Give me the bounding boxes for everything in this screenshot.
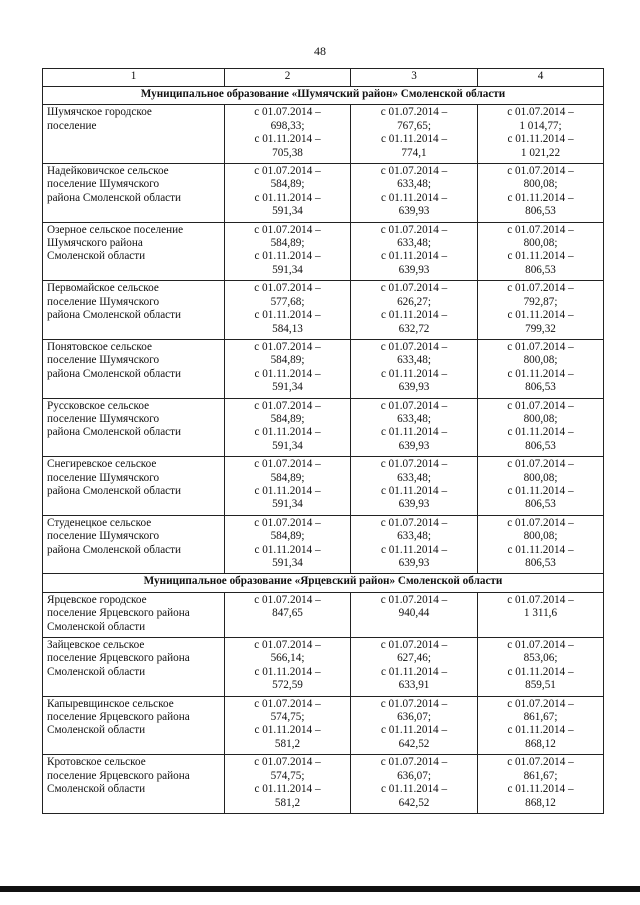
tariff-col-3-line: с 01.11.2014 –	[380, 665, 448, 678]
settlement-name	[43, 755, 225, 814]
column-header: 4	[478, 69, 604, 87]
tariff-col-4	[478, 696, 604, 755]
tariff-col-2-line: 591,34	[272, 205, 303, 218]
tariff-col-4-line: 806,53	[525, 498, 556, 511]
tariff-col-3-line: с 01.11.2014 –	[380, 250, 448, 263]
tariff-col-2	[225, 696, 351, 755]
tariff-col-2-line: с 01.07.2014 –	[254, 165, 321, 178]
tariff-col-2	[225, 222, 351, 281]
tariff-col-3-line: с 01.11.2014 –	[380, 783, 448, 796]
settlement-name-line: Надейковичское сельское	[47, 165, 169, 178]
settlement-name	[43, 398, 225, 457]
tariff-col-3	[351, 696, 478, 755]
page-number: 48	[314, 44, 326, 58]
tariff-col-2	[225, 398, 351, 457]
tariff-col-3	[351, 339, 478, 398]
tariff-col-2-line: с 01.07.2014 –	[254, 639, 321, 652]
tariff-col-3-line: 633,48;	[397, 354, 431, 367]
settlement-name-line: Снегиревское сельское	[47, 458, 157, 471]
tariff-col-4-line: с 01.11.2014 –	[507, 133, 574, 146]
column-header: 3	[351, 69, 478, 87]
settlement-name-line: Зайцевское сельское	[47, 639, 145, 652]
tariff-col-2-line: 584,89;	[270, 178, 305, 191]
tariff-col-4-line: с 01.07.2014 –	[507, 697, 574, 710]
tariff-col-3-line: с 01.11.2014 –	[380, 367, 448, 380]
tariff-col-2	[225, 515, 351, 574]
settlement-name-line: поселение Шумячского	[47, 354, 160, 367]
tariff-col-4-line: с 01.07.2014 –	[507, 516, 574, 529]
settlement-name	[43, 592, 225, 637]
tariff-col-2-line: с 01.07.2014 –	[254, 282, 321, 295]
tariff-col-4-line: с 01.11.2014 –	[507, 543, 574, 556]
tariff-col-3-line: 633,48;	[397, 237, 431, 250]
settlement-name	[43, 638, 225, 697]
table-row	[43, 281, 604, 340]
table-row	[43, 755, 604, 814]
tariff-col-2-line: 591,34	[272, 381, 303, 394]
section-header-row	[43, 574, 604, 592]
tariff-col-3-line: с 01.07.2014 –	[380, 756, 448, 769]
tariff-col-4-line: 853,06;	[523, 652, 558, 665]
tariff-col-2-line: с 01.07.2014 –	[254, 340, 321, 353]
tariff-col-3-line: с 01.07.2014 –	[380, 399, 448, 412]
column-header-row	[43, 69, 604, 87]
column-header: 1	[43, 69, 225, 87]
tariff-col-4-line: с 01.07.2014 –	[507, 399, 574, 412]
tariff-col-4-line: 800,08;	[523, 471, 558, 484]
tariff-col-3-line: с 01.07.2014 –	[380, 282, 448, 295]
tariff-col-4	[478, 105, 604, 164]
tariff-col-4-line: 806,53	[525, 439, 556, 452]
tariff-col-3	[351, 105, 478, 164]
tariff-col-4	[478, 515, 604, 574]
tariff-col-2-line: с 01.07.2014 –	[254, 458, 321, 471]
tariff-col-2-line: с 01.11.2014 –	[254, 665, 321, 678]
tariff-col-3-line: 633,91	[398, 679, 430, 692]
settlement-name-line: района Смоленской области	[47, 309, 182, 322]
tariff-col-3-line: 633,48;	[397, 412, 431, 425]
tariff-col-4-line: с 01.07.2014 –	[507, 165, 574, 178]
tariff-col-3-line: с 01.07.2014 –	[380, 639, 448, 652]
tariff-col-2-line: 577,68;	[270, 295, 305, 308]
tariff-col-2-line: с 01.11.2014 –	[254, 724, 321, 737]
settlement-name-line: поселение Ярцевского района	[47, 711, 190, 724]
tariff-col-4-line: 859,51	[525, 679, 556, 692]
settlement-name-line: поселение Шумячского	[47, 530, 160, 543]
settlement-name	[43, 164, 225, 223]
tariff-col-2-line: 572,59	[272, 679, 303, 692]
section-header-row	[43, 87, 604, 105]
tariff-col-2-line: 584,13	[272, 322, 303, 335]
settlement-name-line: Студенецкое сельское	[47, 516, 152, 529]
tariff-col-2	[225, 339, 351, 398]
tariff-col-3-line: 633,48;	[397, 530, 431, 543]
tariff-col-3-line: 636,07;	[397, 769, 431, 782]
tariff-col-2-line: с 01.07.2014 –	[254, 223, 321, 236]
tariff-col-4-line: 792,87;	[523, 295, 558, 308]
settlement-name-line: Ярцевское городское	[47, 593, 147, 606]
tariff-col-4	[478, 281, 604, 340]
tariff-col-4-line: 868,12	[525, 737, 556, 750]
tariff-col-3-line: 633,48;	[397, 178, 431, 191]
tariff-col-3-line: 639,93	[398, 439, 430, 452]
column-header: 2	[225, 69, 351, 87]
tariff-col-4-line: с 01.11.2014 –	[507, 191, 574, 204]
tariff-col-3-line: 639,93	[398, 498, 430, 511]
tariff-col-4	[478, 222, 604, 281]
settlement-name-line: Шумячское городское	[47, 106, 152, 119]
settlement-name-line: Смоленской области	[47, 620, 146, 633]
settlement-name-line: Смоленской области	[47, 665, 146, 678]
tariff-col-3-line: с 01.07.2014 –	[380, 340, 448, 353]
tariff-col-3-line: с 01.07.2014 –	[380, 223, 448, 236]
tariff-col-2-line: с 01.11.2014 –	[254, 783, 321, 796]
tariff-col-2-line: с 01.07.2014 –	[254, 399, 321, 412]
settlement-name-line: района Смоленской области	[47, 426, 182, 439]
tariff-col-3	[351, 281, 478, 340]
tariff-col-3-line: с 01.11.2014 –	[380, 724, 448, 737]
settlement-name-line: Смоленской области	[47, 783, 146, 796]
tariff-col-2-line: 566,14;	[270, 652, 305, 665]
tariff-col-2-line: 698,33;	[270, 119, 305, 132]
tariff-col-3	[351, 592, 478, 637]
section-title: Муниципальное образование «Шумячский район» Смоленской области	[43, 87, 604, 105]
tariff-col-4-line: с 01.07.2014 –	[507, 639, 574, 652]
table-row	[43, 592, 604, 637]
settlement-name-line: Первомайское сельское	[47, 282, 159, 295]
table-row	[43, 339, 604, 398]
tariff-col-4	[478, 592, 604, 637]
settlement-name	[43, 281, 225, 340]
tariff-col-4-line: 806,53	[525, 263, 556, 276]
tariff-col-3-line: с 01.07.2014 –	[380, 593, 448, 606]
tariff-col-3-line: с 01.07.2014 –	[380, 106, 448, 119]
tariff-col-2	[225, 105, 351, 164]
tariff-col-4-line: с 01.11.2014 –	[507, 426, 574, 439]
tariff-col-3-line: 632,72	[398, 322, 430, 335]
tariff-col-2-line: 584,89;	[270, 471, 305, 484]
table-row	[43, 164, 604, 223]
tariff-col-3-line: с 01.07.2014 –	[380, 458, 448, 471]
tariff-col-2-line: 584,89;	[270, 530, 305, 543]
tariff-col-4-line: с 01.07.2014 –	[507, 756, 574, 769]
tariff-col-2-line: 591,34	[272, 263, 303, 276]
tariff-col-4-line: с 01.11.2014 –	[507, 783, 574, 796]
tariff-col-4-line: с 01.07.2014 –	[507, 282, 574, 295]
settlement-name-line: Шумячского района	[47, 237, 143, 250]
tariff-col-3	[351, 398, 478, 457]
tariff-col-2-line: с 01.07.2014 –	[254, 593, 321, 606]
tariff-col-4-line: 1 014,77;	[519, 119, 562, 132]
settlement-name-line: поселение	[47, 119, 97, 132]
table-row	[43, 515, 604, 574]
tariff-col-2-line: с 01.11.2014 –	[254, 367, 321, 380]
tariff-col-3-line: 642,52	[398, 737, 430, 750]
tariff-col-2-line: 591,34	[272, 439, 303, 452]
tariff-col-3-line: 774,1	[401, 146, 427, 159]
tariff-col-2	[225, 755, 351, 814]
tariff-col-2-line: 705,38	[272, 146, 303, 159]
settlement-name-line: Руссковское сельское	[47, 399, 150, 412]
tariff-col-4	[478, 164, 604, 223]
tariff-col-4-line: с 01.11.2014 –	[507, 484, 574, 497]
tariff-col-4-line: с 01.07.2014 –	[507, 340, 574, 353]
table-body	[43, 69, 604, 814]
tariff-col-4-line: с 01.11.2014 –	[507, 724, 574, 737]
tariff-col-4-line: 806,53	[525, 205, 556, 218]
tariff-col-4	[478, 339, 604, 398]
tariff-col-2-line: с 01.11.2014 –	[254, 426, 321, 439]
tariff-col-2-line: с 01.11.2014 –	[254, 309, 321, 322]
tariff-col-2-line: 847,65	[272, 607, 303, 620]
settlement-name-line: Озерное сельское поселение	[47, 223, 184, 236]
settlement-name-line: поселение Шумячского	[47, 471, 160, 484]
tariff-col-2-line: с 01.11.2014 –	[254, 191, 321, 204]
tariff-col-3-line: с 01.11.2014 –	[380, 484, 448, 497]
settlement-name-line: поселение Шумячского	[47, 295, 160, 308]
tariff-col-3	[351, 457, 478, 516]
tariff-col-3-line: 639,93	[398, 381, 430, 394]
tariff-col-2	[225, 638, 351, 697]
tariff-col-4-line: с 01.07.2014 –	[507, 223, 574, 236]
tariff-col-3-line: 639,93	[398, 263, 430, 276]
tariff-table	[42, 68, 604, 814]
tariff-col-2-line: с 01.07.2014 –	[254, 697, 321, 710]
tariff-col-3-line: с 01.11.2014 –	[380, 309, 448, 322]
tariff-col-2-line: с 01.07.2014 –	[254, 516, 321, 529]
tariff-col-4-line: с 01.11.2014 –	[507, 250, 574, 263]
tariff-col-4-line: с 01.11.2014 –	[507, 665, 574, 678]
tariff-col-4-line: 868,12	[525, 796, 556, 809]
tariff-col-4-line: 799,32	[525, 322, 556, 335]
tariff-col-3-line: 636,07;	[397, 711, 431, 724]
tariff-col-2-line: 591,34	[272, 557, 303, 569]
tariff-col-4	[478, 638, 604, 697]
tariff-col-4-line: 806,53	[525, 381, 556, 394]
tariff-col-4-line: с 01.07.2014 –	[507, 106, 574, 119]
tariff-col-4-line: 861,67;	[523, 711, 558, 724]
settlement-name-line: поселение Шумячского	[47, 412, 160, 425]
tariff-col-3-line: с 01.07.2014 –	[380, 516, 448, 529]
tariff-col-3	[351, 222, 478, 281]
tariff-col-4-line: с 01.11.2014 –	[507, 309, 574, 322]
tariff-col-2-line: с 01.07.2014 –	[254, 106, 321, 119]
tariff-col-2	[225, 281, 351, 340]
settlement-name	[43, 105, 225, 164]
tariff-col-3-line: с 01.11.2014 –	[380, 426, 448, 439]
tariff-col-4-line: 800,08;	[523, 237, 558, 250]
table-row	[43, 638, 604, 697]
tariff-col-4-line: 800,08;	[523, 354, 558, 367]
settlement-name-line: Смоленской области	[47, 724, 146, 737]
settlement-name-line: поселение Шумячского	[47, 178, 160, 191]
settlement-name-line: Капыревщинское сельское	[47, 697, 174, 710]
page-bottom-rule	[0, 886, 640, 892]
tariff-col-2	[225, 592, 351, 637]
tariff-col-4-line: с 01.07.2014 –	[507, 593, 574, 606]
tariff-col-4-line: 806,53	[525, 557, 556, 569]
tariff-col-2-line: 591,34	[272, 498, 303, 511]
tariff-col-3	[351, 515, 478, 574]
settlement-name	[43, 696, 225, 755]
tariff-col-2-line: с 01.11.2014 –	[254, 484, 321, 497]
tariff-col-3-line: 940,44	[398, 607, 430, 620]
settlement-name-line: поселение Ярцевского района	[47, 607, 190, 620]
settlement-name-line: района Смоленской области	[47, 191, 182, 204]
tariff-col-4-line: 861,67;	[523, 769, 558, 782]
tariff-col-2-line: с 01.11.2014 –	[254, 250, 321, 263]
tariff-col-3-line: с 01.11.2014 –	[380, 133, 448, 146]
tariff-col-4	[478, 457, 604, 516]
tariff-col-3-line: 626,27;	[397, 295, 431, 308]
tariff-col-2	[225, 457, 351, 516]
tariff-col-4-line: 800,08;	[523, 530, 558, 543]
tariff-col-4-line: 800,08;	[523, 412, 558, 425]
tariff-col-2-line: 584,89;	[270, 412, 305, 425]
tariff-col-3-line: с 01.07.2014 –	[380, 165, 448, 178]
tariff-col-3	[351, 638, 478, 697]
tariff-col-3-line: 642,52	[398, 796, 430, 809]
tariff-col-4	[478, 755, 604, 814]
tariff-col-3-line: 633,48;	[397, 471, 431, 484]
settlement-name-line: поселение Ярцевского района	[47, 769, 190, 782]
tariff-col-2-line: 574,75;	[270, 769, 305, 782]
tariff-col-2-line: 574,75;	[270, 711, 305, 724]
settlement-name	[43, 339, 225, 398]
settlement-name	[43, 222, 225, 281]
tariff-col-4	[478, 398, 604, 457]
tariff-col-4-line: 1 311,6	[523, 607, 558, 620]
table-row	[43, 398, 604, 457]
tariff-col-3-line: 767,65;	[397, 119, 431, 132]
table-row	[43, 696, 604, 755]
tariff-col-2	[225, 164, 351, 223]
tariff-col-2-line: 581,2	[274, 737, 301, 750]
tariff-col-3	[351, 164, 478, 223]
tariff-col-3-line: с 01.07.2014 –	[380, 697, 448, 710]
settlement-name	[43, 457, 225, 516]
tariff-col-3	[351, 755, 478, 814]
tariff-col-2-line: с 01.07.2014 –	[254, 756, 321, 769]
tariff-col-3-line: 639,93	[398, 557, 430, 569]
tariff-col-2-line: с 01.11.2014 –	[254, 543, 321, 556]
tariff-col-2-line: 581,2	[274, 796, 301, 809]
settlement-name-line: Понятовское сельское	[47, 340, 152, 353]
tariff-col-4-line: 1 021,22	[520, 146, 561, 159]
settlement-name-line: района Смоленской области	[47, 484, 182, 497]
tariff-col-3-line: 627,46;	[397, 652, 431, 665]
section-title: Муниципальное образование «Ярцевский район» Смоленской области	[43, 574, 604, 592]
tariff-col-4-line: с 01.07.2014 –	[507, 458, 574, 471]
tariff-col-4-line: 800,08;	[523, 178, 558, 191]
settlement-name-line: района Смоленской области	[47, 367, 182, 380]
tariff-col-2-line: с 01.11.2014 –	[254, 133, 321, 146]
tariff-col-3-line: 639,93	[398, 205, 430, 218]
settlement-name-line: Кротовское сельское	[47, 756, 146, 769]
tariff-col-4-line: с 01.11.2014 –	[507, 367, 574, 380]
tariff-col-3-line: с 01.11.2014 –	[380, 191, 448, 204]
settlement-name-line: района Смоленской области	[47, 543, 182, 556]
settlement-name-line: Смоленской области	[47, 250, 146, 263]
settlement-name-line: поселение Ярцевского района	[47, 652, 190, 665]
settlement-name	[43, 515, 225, 574]
table-row	[43, 105, 604, 164]
tariff-col-2-line: 584,89;	[270, 354, 305, 367]
table-row	[43, 222, 604, 281]
tariff-col-3-line: с 01.11.2014 –	[380, 543, 448, 556]
tariff-col-2-line: 584,89;	[270, 237, 305, 250]
table-row	[43, 457, 604, 516]
